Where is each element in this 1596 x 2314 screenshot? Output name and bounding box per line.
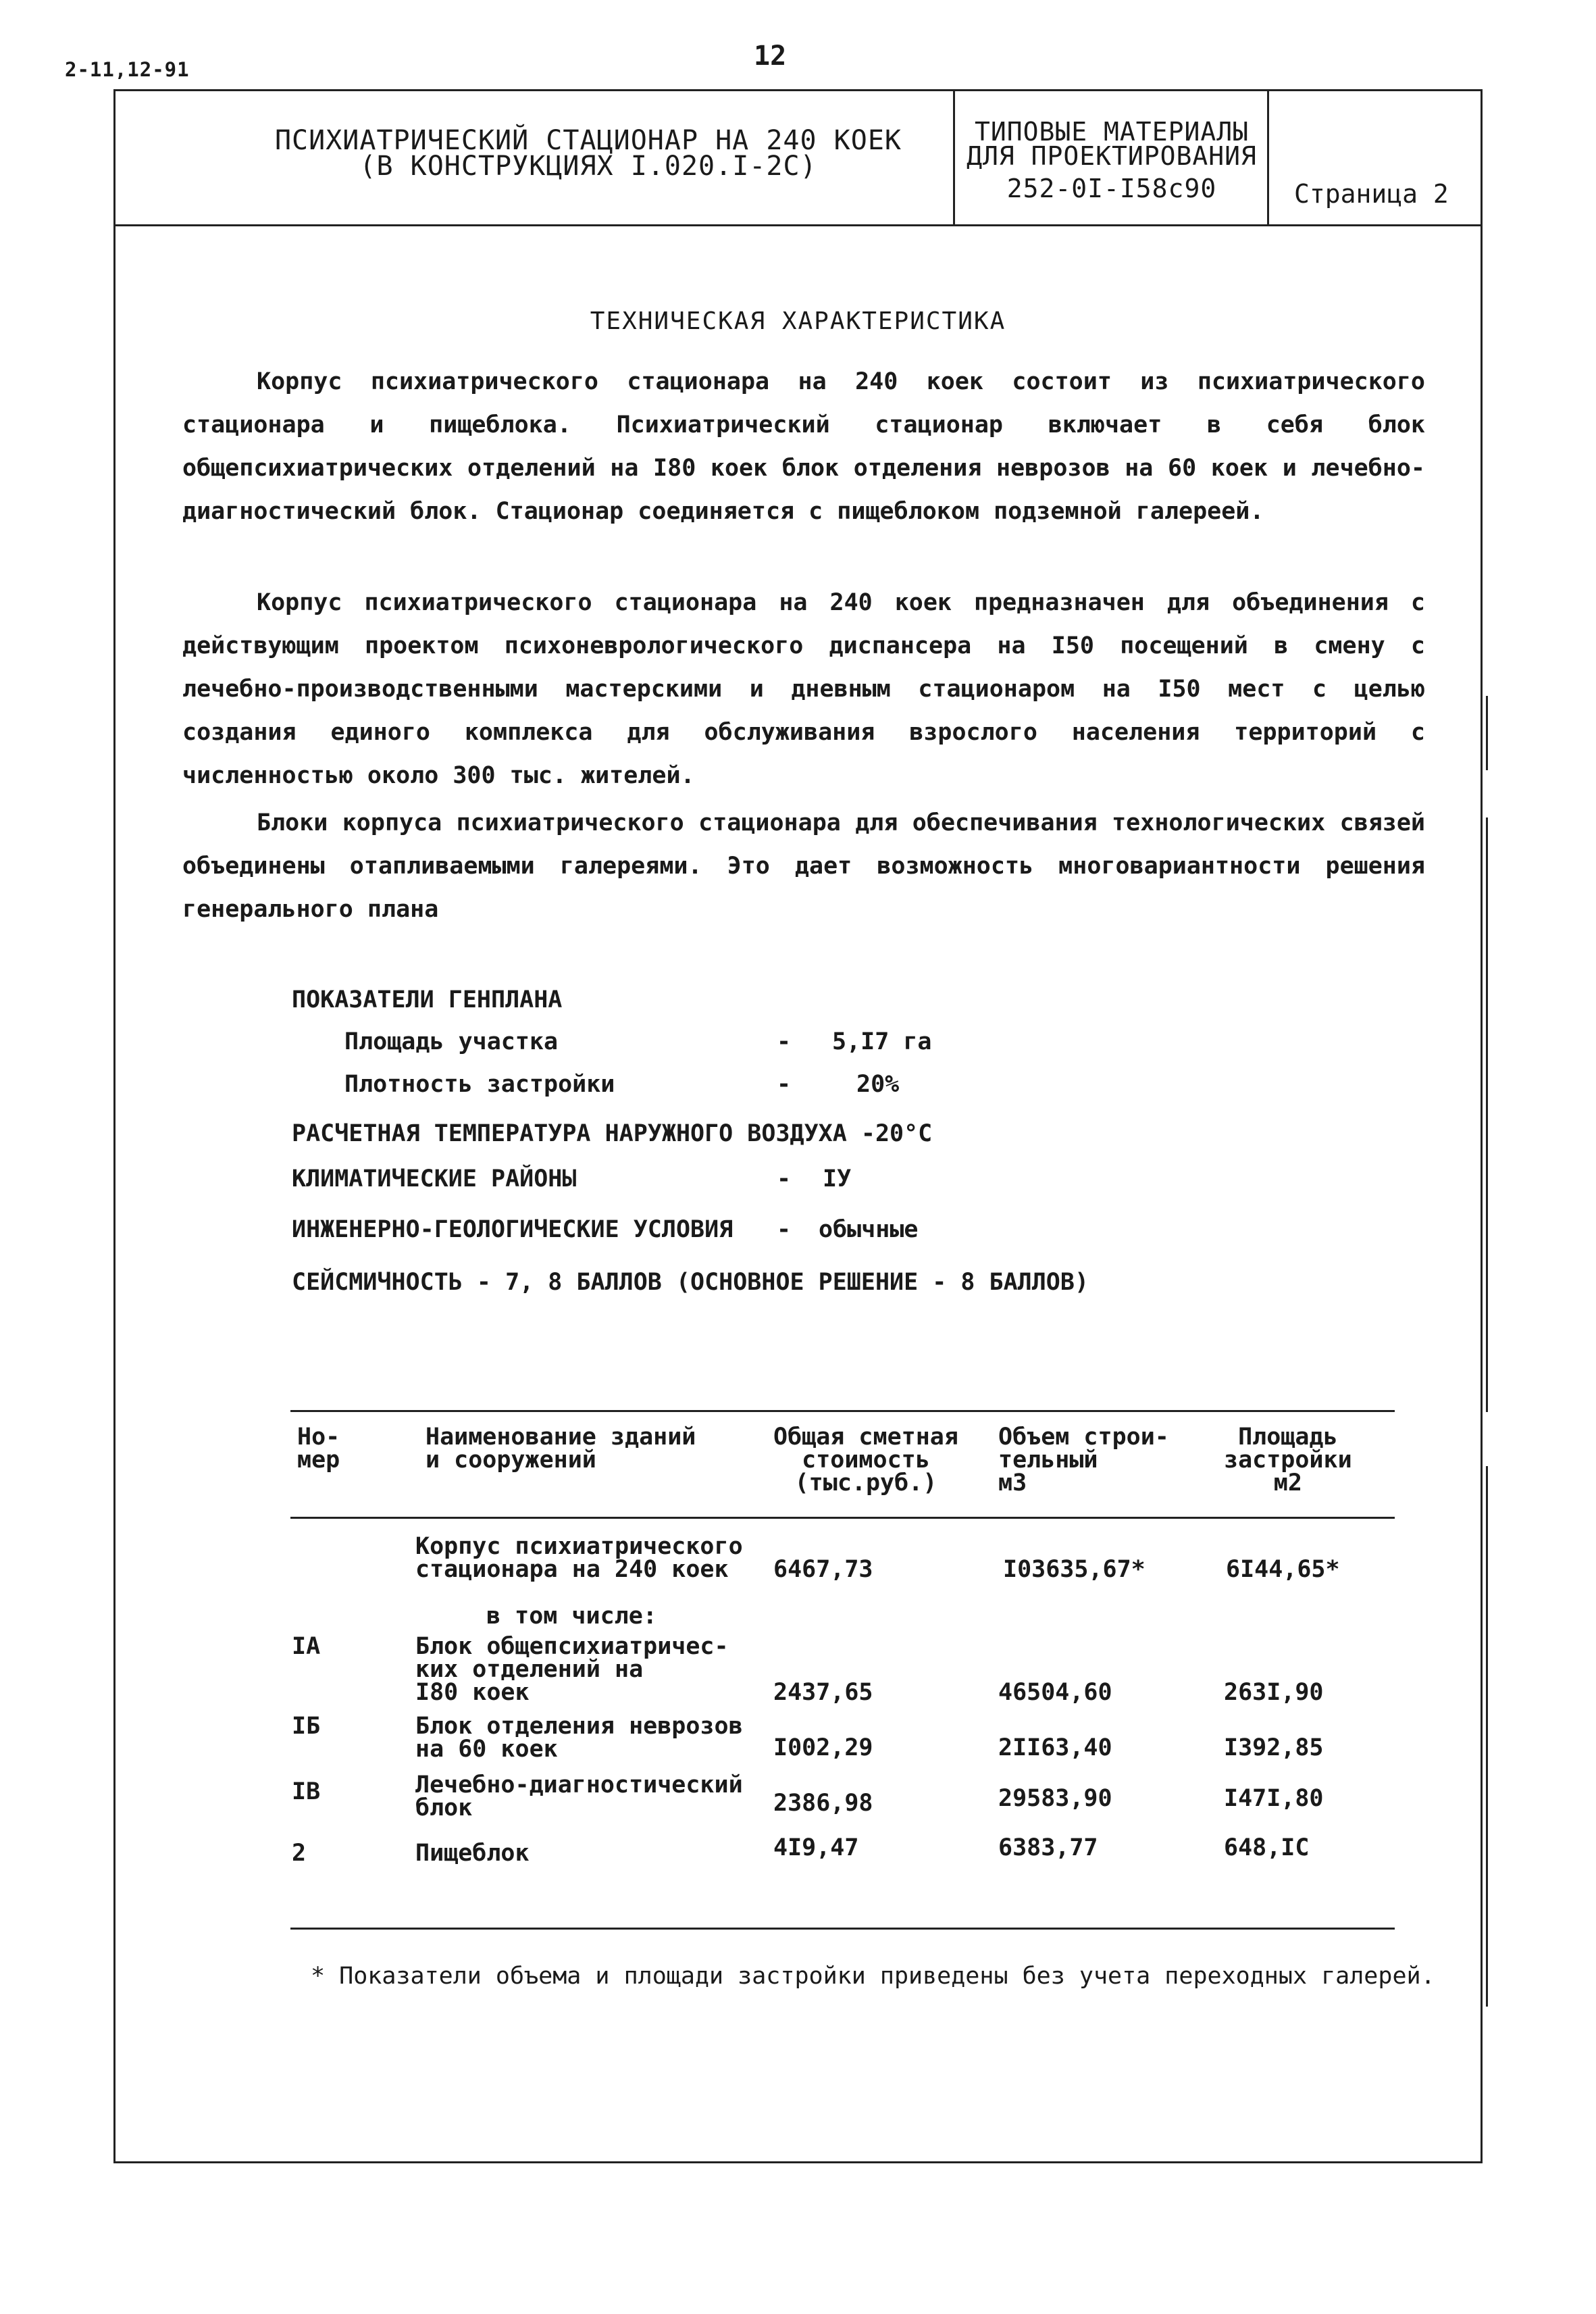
page-number: 12: [754, 41, 787, 72]
table-row-volume: I03635,67*: [1003, 1556, 1145, 1583]
table-row-cost: 4I9,47: [773, 1834, 859, 1861]
climate-label: КЛИМАТИЧЕСКИЕ РАЙОНЫ: [292, 1165, 577, 1192]
document-code: 2-11,12-91: [65, 58, 190, 81]
area-value: 5,I7 га: [832, 1028, 932, 1055]
paragraph-3: Блоки корпуса психиатрического стационара для обеспечивания технологических связей объединены отапливаемыми галереями. Это дает возможность многовариантности решения генерального плана: [182, 809, 1425, 923]
table-row-area: 6I44,65*: [1226, 1556, 1340, 1583]
series-code: 252-0I-I58с90: [1006, 174, 1217, 203]
density-dash: -: [777, 1071, 792, 1098]
table-row-number: IВ: [292, 1778, 321, 1805]
table-row-volume: 29583,90: [998, 1785, 1112, 1812]
table-row-area: I47I,80: [1224, 1785, 1324, 1812]
table-row-name: Корпус психиатрического стационара на 240 коек: [415, 1533, 743, 1583]
table-top-rule: [290, 1410, 1395, 1412]
title-block: [115, 91, 1481, 226]
geology-dash: -: [777, 1216, 792, 1243]
col-header-area: Площадь застройки м2: [1224, 1424, 1352, 1496]
table-row-name: в том числе:: [486, 1603, 657, 1630]
col-header-cost: Общая сметная стоимость (тыс.руб.): [773, 1424, 958, 1496]
table-row-area: 263I,90: [1224, 1679, 1324, 1706]
genplan-heading: ПОКАЗАТЕЛИ ГЕНПЛАНА: [292, 986, 563, 1013]
density-value: 20%: [856, 1071, 900, 1098]
table-row-cost: 6467,73: [773, 1556, 873, 1583]
geology-label: ИНЖЕНЕРНО-ГЕОЛОГИЧЕСКИЕ УСЛОВИЯ: [292, 1216, 733, 1243]
table-row-number: IБ: [292, 1713, 321, 1740]
col-header-volume: Объем строи- тельный м3: [998, 1424, 1169, 1496]
table-row-cost: I002,29: [773, 1734, 873, 1761]
climate-dash: -: [777, 1165, 792, 1192]
table-row-volume: 6383,77: [998, 1834, 1098, 1861]
paragraph-1: Корпус психиатрического стационара на 240 коек состоит из психиатрического стационара и пищеблока. Психиатрический стационар включает в себя блок общепсихиатрических отделений на I80 коек блок отделения неврозов на 60 коек и лечебно-диагностический блок. Стационар соединяется с пищеблоком подземной галереей.: [182, 368, 1425, 525]
table-row-area: 648,IС: [1224, 1834, 1310, 1861]
project-title: ПСИХИАТРИЧЕСКИЙ СТАЦИОНАР НА 240 КОЕК: [274, 125, 902, 156]
table-row-cost: 2386,98: [773, 1790, 873, 1817]
project-subtitle: (В КОНСТРУКЦИЯХ I.020.I-2С): [359, 151, 817, 182]
table-row-number: IА: [292, 1633, 321, 1660]
table-header-rule: [290, 1517, 1395, 1519]
table-row-name: Блок отделения неврозов на 60 коек: [415, 1713, 743, 1763]
area-label: Площадь участка: [344, 1028, 559, 1055]
table-row-number: 2: [292, 1840, 307, 1867]
col-header-name: Наименование зданий и сооружений: [426, 1424, 696, 1474]
area-dash: -: [777, 1028, 792, 1055]
seismicity: СЕЙСМИЧНОСТЬ - 7, 8 БАЛЛОВ (ОСНОВНОЕ РЕШЕНИЕ - 8 БАЛЛОВ): [292, 1269, 1089, 1296]
margin-mark: [1486, 696, 1488, 770]
table-row-cost: 2437,65: [773, 1679, 873, 1706]
margin-mark: [1486, 1466, 1488, 2007]
section-title: ТЕХНИЧЕСКАЯ ХАРАКТЕРИСТИКА: [590, 307, 1006, 335]
table-row-name: Пищеблок: [415, 1840, 530, 1867]
title-block-divider: [1267, 91, 1269, 224]
density-label: Плотность застройки: [344, 1071, 615, 1098]
table-row-area: I392,85: [1224, 1734, 1324, 1761]
table-row-volume: 2II63,40: [998, 1734, 1112, 1761]
table-row-volume: 46504,60: [998, 1679, 1112, 1706]
table-row-name: Блок общепсихиатричес- ких отделений на I80 коек: [415, 1633, 729, 1706]
margin-mark: [1486, 818, 1488, 1412]
climate-value: IУ: [823, 1165, 852, 1192]
series-title: ТИПОВЫЕ МАТЕРИАЛЫ: [975, 117, 1249, 147]
geology-value: обычные: [819, 1216, 919, 1243]
design-temperature: РАСЧЕТНАЯ ТЕМПЕРАТУРА НАРУЖНОГО ВОЗДУХА -20°С: [292, 1120, 933, 1147]
series-subtitle: ДЛЯ ПРОЕКТИРОВАНИЯ: [967, 141, 1257, 171]
page-label: Страница 2: [1294, 179, 1449, 209]
footnote: * Показатели объема и площади застройки приведены без учета переходных галерей.: [311, 1963, 1435, 1990]
paragraph-2: Корпус психиатрического стационара на 240 коек предназначен для объединения с действующим проектом психоневрологического диспансера на I50 посещений в смену с лечебно-производственными мастерскими и дневным стационаром на I50 мест с целью создания единого комплекса для обслуживания взрослого населения территорий с численностью около 300 тыс. жителей.: [182, 589, 1425, 789]
table-bottom-rule: [290, 1928, 1395, 1930]
col-header-number: Но- мер: [297, 1424, 340, 1474]
table-row-name: Лечебно-диагностический блок: [415, 1771, 743, 1821]
